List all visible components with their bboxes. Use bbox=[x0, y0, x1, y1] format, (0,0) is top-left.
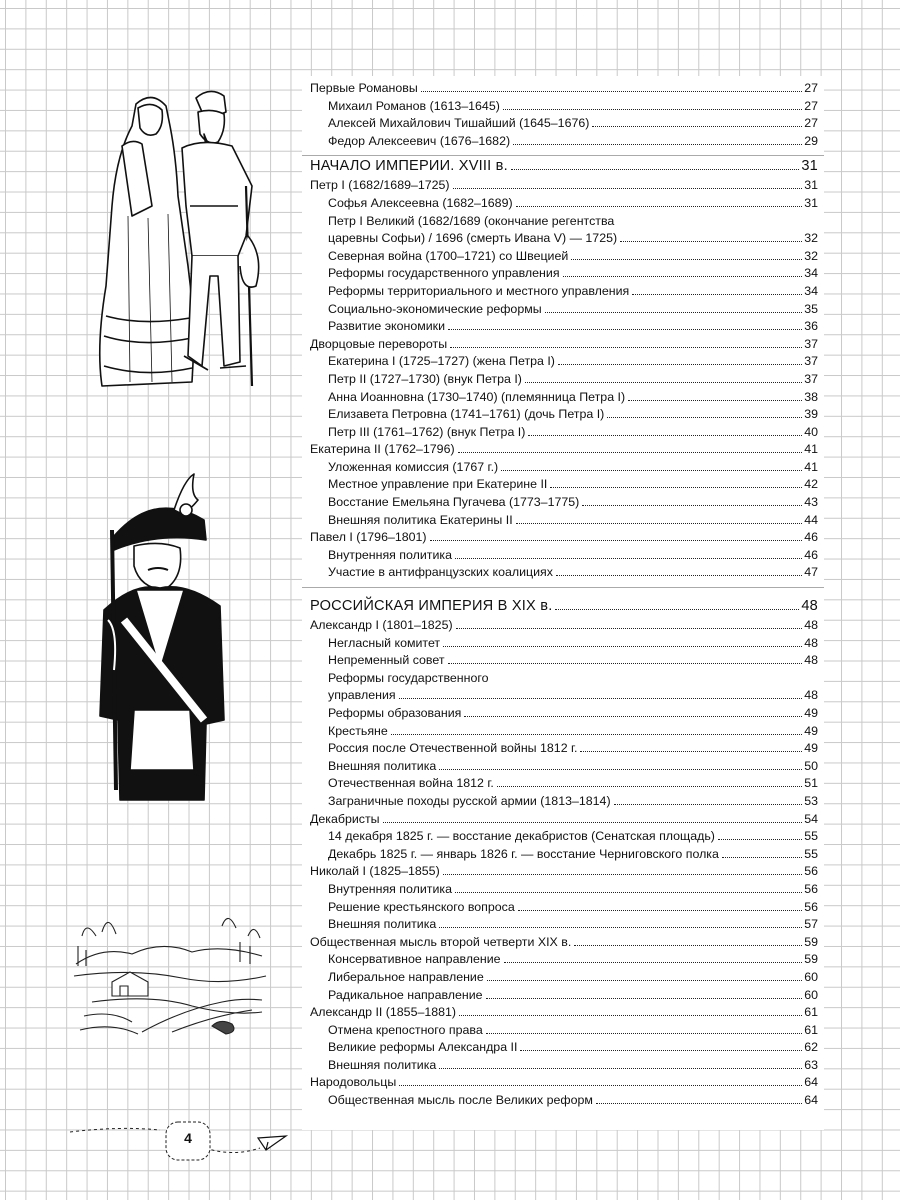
toc-entry-page: 34 bbox=[804, 283, 818, 298]
toc-entry bbox=[310, 1092, 818, 1110]
toc-entry bbox=[310, 775, 818, 793]
toc-entry-title: Александр II (1855–1881) bbox=[310, 1005, 457, 1020]
dot-leader bbox=[464, 716, 802, 717]
toc-entry bbox=[310, 811, 818, 829]
toc-entry bbox=[310, 1039, 818, 1057]
dot-leader bbox=[582, 505, 802, 506]
toc-entry bbox=[310, 318, 818, 336]
toc-entry-page: 47 bbox=[804, 565, 818, 580]
toc-entry-title: Елизавета Петровна (1741–1761) (дочь Петра I) bbox=[328, 407, 605, 422]
dot-leader bbox=[513, 144, 802, 145]
toc-entry bbox=[310, 529, 818, 547]
toc-entry bbox=[310, 441, 818, 459]
dot-leader bbox=[620, 241, 802, 242]
toc-entry-page: 36 bbox=[804, 319, 818, 334]
dot-leader bbox=[448, 329, 802, 330]
toc-entry-title: Развитие экономики bbox=[328, 319, 446, 334]
toc-entry-page: 49 bbox=[804, 723, 818, 738]
toc-entry-page: 27 bbox=[804, 116, 818, 131]
dot-leader bbox=[383, 822, 803, 823]
dot-leader bbox=[448, 663, 803, 664]
toc-entry-page: 64 bbox=[804, 1093, 818, 1108]
toc-entry bbox=[310, 652, 818, 670]
toc-entry-page: 46 bbox=[804, 547, 818, 562]
toc-entry-title: Народовольцы bbox=[310, 1075, 397, 1090]
toc-entry-title: Радикальное направление bbox=[328, 987, 483, 1002]
toc-entry bbox=[310, 1057, 818, 1075]
toc-entry bbox=[310, 564, 818, 582]
dot-leader bbox=[574, 945, 802, 946]
dot-leader bbox=[571, 259, 802, 260]
dot-leader bbox=[486, 1033, 802, 1034]
peasant-couple-illustration bbox=[92, 86, 274, 396]
toc-entry-page: 62 bbox=[804, 1040, 818, 1055]
dot-leader bbox=[516, 523, 803, 524]
dot-leader bbox=[443, 874, 803, 875]
toc-entry-title: Екатерина I (1725–1727) (жена Петра I) bbox=[328, 354, 555, 369]
dot-leader bbox=[520, 1050, 802, 1051]
toc-entry-title: Северная война (1700–1721) со Швецией bbox=[328, 248, 569, 263]
toc-entry-page: 60 bbox=[804, 969, 818, 984]
dot-leader bbox=[528, 435, 802, 436]
dot-leader bbox=[443, 646, 802, 647]
toc-entry-page: 63 bbox=[804, 1057, 818, 1072]
dot-leader bbox=[722, 857, 802, 858]
toc-entry-title: Уложенная комиссия (1767 г.) bbox=[328, 459, 499, 474]
toc-entry bbox=[310, 476, 818, 494]
toc-entry-page: 37 bbox=[804, 371, 818, 386]
toc-entry-title: Первые Романовы bbox=[310, 81, 418, 95]
dot-leader bbox=[459, 1015, 802, 1016]
dot-leader bbox=[439, 1068, 802, 1069]
toc-entry-page: 42 bbox=[804, 477, 818, 492]
toc-entry-page: 48 bbox=[804, 635, 818, 650]
toc-entry-page: 55 bbox=[804, 846, 818, 861]
dot-leader bbox=[614, 804, 803, 805]
toc-entry-page: 32 bbox=[804, 248, 818, 263]
toc-entry-page: 35 bbox=[804, 301, 818, 316]
dot-leader bbox=[558, 364, 802, 365]
toc-entry-title: Екатерина II (1762–1796) bbox=[310, 442, 455, 457]
toc-entry-title: Внешняя политика bbox=[328, 758, 437, 773]
toc-entry bbox=[310, 916, 818, 934]
toc-entry bbox=[310, 115, 818, 133]
toc-entry bbox=[310, 389, 818, 407]
toc-entry-title: Реформы территориального и местного управления bbox=[328, 283, 630, 298]
toc-entry-title: Николай I (1825–1855) bbox=[310, 864, 440, 879]
toc-entry-title: Внешняя политика bbox=[328, 917, 437, 932]
dot-leader bbox=[450, 347, 802, 348]
toc-entry-title: Федор Алексеевич (1676–1682) bbox=[328, 133, 511, 148]
toc-entry bbox=[310, 635, 818, 653]
toc-section-heading bbox=[310, 596, 818, 617]
toc-entry-title: Крестьяне bbox=[328, 723, 388, 738]
dot-leader bbox=[563, 276, 803, 277]
dot-leader bbox=[545, 312, 803, 313]
toc-entry bbox=[310, 424, 818, 442]
toc-entry-page: 31 bbox=[804, 195, 818, 210]
dot-leader bbox=[556, 575, 802, 576]
toc-entry bbox=[310, 969, 818, 987]
dot-leader bbox=[592, 126, 802, 127]
dot-leader bbox=[628, 400, 802, 401]
toc-entry-title: Консервативное направление bbox=[328, 952, 501, 967]
toc-entry bbox=[310, 80, 818, 98]
toc-entry bbox=[310, 371, 818, 389]
toc-entry bbox=[310, 899, 818, 917]
toc-entry bbox=[310, 758, 818, 776]
page-number: 4 bbox=[184, 1130, 192, 1146]
toc-entry bbox=[310, 98, 818, 116]
toc-entry bbox=[310, 547, 818, 565]
dot-leader bbox=[421, 91, 802, 92]
toc-entry-title: царевны Софьи) / 1696 (смерть Ивана V) — 1725) bbox=[328, 231, 618, 246]
toc-entry bbox=[310, 265, 818, 283]
toc-entry bbox=[310, 881, 818, 899]
toc-entry bbox=[310, 723, 818, 741]
toc-entry-title: Внутренняя политика bbox=[328, 547, 452, 562]
dot-leader bbox=[580, 751, 802, 752]
toc-entry-page: 46 bbox=[804, 530, 818, 545]
toc-entry-page: 59 bbox=[804, 934, 818, 949]
toc-entry-title: Восстание Емельяна Пугачева (1773–1775) bbox=[328, 495, 580, 510]
toc-entry-page: 43 bbox=[804, 495, 818, 510]
dot-leader bbox=[607, 417, 802, 418]
toc-entry-title: 14 декабря 1825 г. — восстание декабристов (Сенатская площадь) bbox=[328, 829, 715, 844]
toc-entry-page: 53 bbox=[804, 793, 818, 808]
dot-leader bbox=[456, 628, 803, 629]
toc-entry-title: Петр III (1761–1762) (внук Петра I) bbox=[328, 424, 526, 439]
toc-entry-page: 56 bbox=[804, 881, 818, 896]
toc-entry-title: Реформы государственного управления bbox=[328, 266, 560, 281]
dot-leader bbox=[596, 1103, 802, 1104]
dot-leader bbox=[718, 839, 802, 840]
toc-entry-title: Великие реформы Александра II bbox=[328, 1040, 518, 1055]
toc-entry bbox=[310, 987, 818, 1005]
toc-entry-title: Петр I (1682/1689–1725) bbox=[310, 178, 450, 193]
toc-entry-page: 38 bbox=[804, 389, 818, 404]
toc-entry-title: Россия после Отечественной войны 1812 г. bbox=[328, 741, 578, 756]
toc-entry-title: Внешняя политика bbox=[328, 1057, 437, 1072]
toc-entry-page: 55 bbox=[804, 829, 818, 844]
section-divider bbox=[302, 587, 824, 588]
toc-entry-page: 59 bbox=[804, 952, 818, 967]
toc-entry-title: Петр II (1727–1730) (внук Петра I) bbox=[328, 371, 522, 386]
dot-leader bbox=[439, 927, 802, 928]
toc-entry bbox=[310, 133, 818, 151]
toc-entry-page: 49 bbox=[804, 741, 818, 756]
toc-entry-page: 39 bbox=[804, 407, 818, 422]
dot-leader bbox=[525, 382, 802, 383]
toc-entry-page: 56 bbox=[804, 899, 818, 914]
toc-entry bbox=[310, 1004, 818, 1022]
toc-entry-page: 44 bbox=[804, 512, 818, 527]
toc-entry bbox=[328, 687, 818, 705]
toc-entry-title: НАЧАЛО ИМПЕРИИ. XVIII в. bbox=[310, 158, 508, 175]
toc-entry-page: 57 bbox=[804, 917, 818, 932]
toc-entry-title: Внешняя политика Екатерины II bbox=[328, 512, 513, 527]
toc-entry-page: 41 bbox=[804, 459, 818, 474]
toc-entry-title: Софья Алексеевна (1682–1689) bbox=[328, 195, 513, 210]
dot-leader bbox=[632, 294, 802, 295]
toc-entry-page: 31 bbox=[801, 158, 818, 175]
toc-entry-title: Заграничные походы русской армии (1813–1814) bbox=[328, 793, 611, 808]
toc-entry bbox=[310, 459, 818, 477]
dot-leader bbox=[453, 188, 803, 189]
toc-entry bbox=[310, 406, 818, 424]
toc-entry-title: Социально-экономические реформы bbox=[328, 301, 542, 316]
toc-entry-page: 61 bbox=[804, 1005, 818, 1020]
toc-entry-page: 48 bbox=[804, 688, 818, 703]
toc-entry-page: 54 bbox=[804, 811, 818, 826]
toc-entry bbox=[310, 705, 818, 723]
toc-entry-title: Негласный комитет bbox=[328, 635, 441, 650]
toc-entry-title: управления bbox=[328, 688, 396, 703]
toc-entry-title: Отмена крепостного права bbox=[328, 1022, 483, 1037]
dot-leader bbox=[503, 109, 802, 110]
toc-entry bbox=[310, 494, 818, 512]
toc-entry-title: Александр I (1801–1825) bbox=[310, 618, 453, 633]
toc-entry-page: 50 bbox=[804, 758, 818, 773]
toc-entry-title: Отечественная война 1812 г. bbox=[328, 776, 494, 791]
toc-entry bbox=[310, 177, 818, 195]
toc-entry-title: Общественная мысль после Великих реформ bbox=[328, 1093, 593, 1108]
toc-entry bbox=[310, 195, 818, 213]
toc-entry-title: Анна Иоанновна (1730–1740) (племянница Петра I) bbox=[328, 389, 626, 404]
toc-entry-multiline bbox=[310, 670, 818, 705]
toc-entry-page: 31 bbox=[804, 178, 818, 193]
toc-entry-page: 51 bbox=[804, 776, 818, 791]
dot-leader bbox=[439, 769, 802, 770]
toc-entry bbox=[310, 283, 818, 301]
toc-entry-title: Решение крестьянского вопроса bbox=[328, 899, 515, 914]
toc-entry-page: 48 bbox=[801, 598, 818, 615]
dot-leader bbox=[555, 609, 799, 610]
toc-entry-title: Местное управление при Екатерине II bbox=[328, 477, 548, 492]
toc-entry bbox=[310, 248, 818, 266]
dot-leader bbox=[399, 698, 803, 699]
toc-entry-page: 27 bbox=[804, 81, 818, 95]
toc-entry-page: 37 bbox=[804, 336, 818, 351]
toc-entry-page: 40 bbox=[804, 424, 818, 439]
dot-leader bbox=[458, 452, 803, 453]
toc-entry bbox=[310, 1022, 818, 1040]
toc-entry-title: Дворцовые перевороты bbox=[310, 336, 448, 351]
toc-entry-page: 32 bbox=[804, 231, 818, 246]
toc-entry bbox=[310, 828, 818, 846]
toc-entry-title-line: Реформы государственного bbox=[328, 670, 489, 685]
toc-entry-title: Реформы образования bbox=[328, 706, 462, 720]
dot-leader bbox=[497, 786, 802, 787]
dot-leader bbox=[487, 980, 802, 981]
toc-entry-page: 48 bbox=[804, 618, 818, 633]
toc-entry-page: 48 bbox=[804, 653, 818, 668]
dot-leader bbox=[399, 1085, 802, 1086]
toc-entry-page: 60 bbox=[804, 987, 818, 1002]
toc-entry bbox=[310, 934, 818, 952]
toc-entry bbox=[310, 301, 818, 319]
toc-entry bbox=[310, 793, 818, 811]
toc-entry-title: Михаил Романов (1613–1645) bbox=[328, 98, 500, 113]
dot-leader bbox=[486, 998, 803, 999]
toc-entry bbox=[310, 863, 818, 881]
dot-leader bbox=[455, 558, 802, 559]
toc-entry-title: Павел I (1796–1801) bbox=[310, 530, 427, 545]
toc-entry-page: 34 bbox=[804, 266, 818, 281]
paper-plane-icon bbox=[258, 1136, 286, 1150]
toc-entry-title: Декабрь 1825 г. — январь 1826 г. — восстание Черниговского полка bbox=[328, 846, 719, 861]
toc-entry-page: 56 bbox=[804, 864, 818, 879]
toc-entry-title: Внутренняя политика bbox=[328, 881, 452, 896]
toc-entry-page: 37 bbox=[804, 354, 818, 369]
toc-entry-title: РОССИЙСКАЯ ИМПЕРИЯ В XIX в. bbox=[310, 598, 553, 615]
toc-entry bbox=[310, 1074, 818, 1092]
dot-leader bbox=[511, 169, 799, 170]
toc-entry-title: Декабристы bbox=[310, 811, 380, 826]
toc-entry bbox=[310, 336, 818, 354]
table-of-contents bbox=[302, 76, 824, 1130]
toc-entry-page: 41 bbox=[804, 442, 818, 457]
toc-entry-page: 49 bbox=[804, 706, 818, 720]
toc-entry-title: Общественная мысль второй четверти XIX в. bbox=[310, 934, 572, 949]
toc-entry-page: 64 bbox=[804, 1075, 818, 1090]
dot-leader bbox=[518, 910, 802, 911]
dot-leader bbox=[516, 206, 803, 207]
dot-leader bbox=[391, 734, 802, 735]
dot-leader bbox=[430, 540, 803, 541]
dot-leader bbox=[455, 892, 802, 893]
toc-entry-title-line: Петр I Великий (1682/1689 (окончание регентства bbox=[328, 213, 615, 228]
toc-entry-page: 29 bbox=[804, 133, 818, 148]
toc-entry-title: Участие в антифранцузских коалициях bbox=[328, 565, 553, 580]
toc-entry-title: Алексей Михайлович Тишайший (1645–1676) bbox=[328, 116, 590, 131]
toc-entry bbox=[310, 846, 818, 864]
soldier-illustration bbox=[94, 470, 230, 810]
toc-entry bbox=[328, 230, 818, 248]
toc-section-heading bbox=[310, 156, 818, 177]
toc-entry bbox=[310, 617, 818, 635]
toc-entry-page: 61 bbox=[804, 1022, 818, 1037]
toc-entry-title: Либеральное направление bbox=[328, 969, 484, 984]
toc-entry bbox=[310, 353, 818, 371]
dot-leader bbox=[501, 470, 802, 471]
toc-entry-multiline bbox=[310, 213, 818, 248]
dot-leader bbox=[550, 487, 802, 488]
landscape-illustration bbox=[72, 906, 268, 1038]
toc-entry bbox=[310, 512, 818, 530]
dot-leader bbox=[504, 962, 803, 963]
toc-entry bbox=[310, 951, 818, 969]
toc-entry-page: 27 bbox=[804, 98, 818, 113]
toc-entry bbox=[310, 740, 818, 758]
toc-entry-title: Непременный совет bbox=[328, 653, 445, 668]
